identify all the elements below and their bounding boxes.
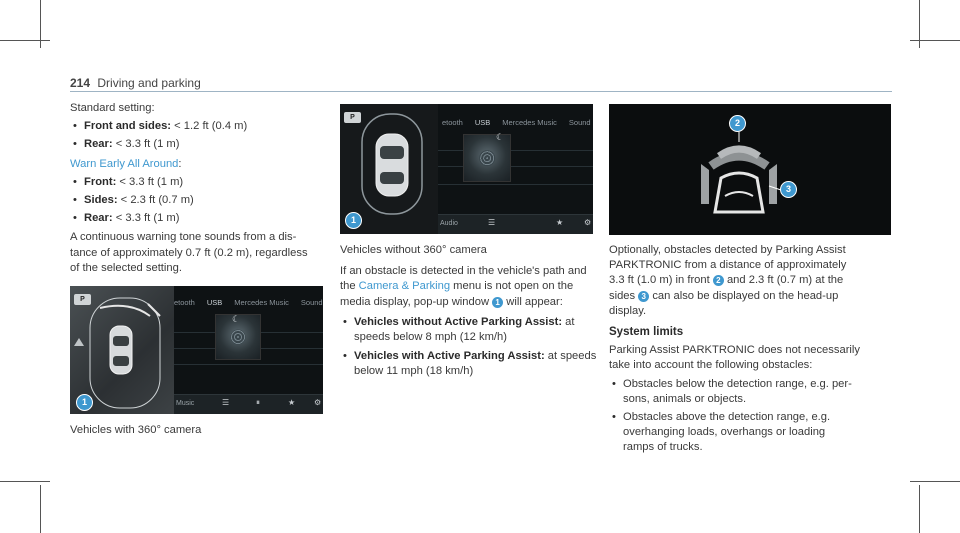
crop-mark — [910, 481, 960, 482]
crop-mark — [910, 40, 960, 41]
crop-mark — [0, 40, 50, 41]
page-header — [70, 76, 201, 90]
tab-usb: USB — [474, 118, 491, 127]
callout-badge: 1 — [345, 212, 362, 229]
crop-mark — [919, 0, 920, 48]
media-tabs — [174, 298, 323, 307]
column-1 — [70, 101, 325, 276]
callout-badge-front: 2 — [729, 115, 746, 132]
playlist-icon[interactable]: ☰ — [488, 218, 496, 227]
list-item: • Vehicles without Active Parking Assist: at speeds below 8 mph (12 km/h) — [340, 315, 615, 345]
tab-mercedes-music: Mercedes Music — [502, 118, 557, 127]
page-number: 214 — [70, 76, 91, 90]
car-front-sensor-icon — [609, 104, 891, 235]
header-rule — [70, 91, 892, 92]
head-up-paragraph: Optionally, obstacles detected by Parking Assist PARKTRONIC from a distance of approximately 3.3 ft (1.0 m) in front 2 and 2.3 ft (0.7 m) at the sides 3 can also be displayed on the head-up display. — [609, 244, 847, 317]
speed-list — [340, 315, 615, 380]
media-tabs — [442, 118, 591, 127]
tab-sound: Sound — [568, 118, 591, 127]
popup-paragraph: If an obstacle is detected in the vehicle's path and the Camera & Parking menu is not open on the media display, pop-up window 1 will appear: — [340, 265, 587, 308]
caption-1: Vehicles with 360° camera — [70, 424, 202, 436]
section-title: Driving and parking — [97, 76, 201, 90]
warn-early-list — [70, 175, 325, 227]
list-item: • Front: < 3.3 ft (1 m) — [70, 175, 325, 190]
screenshot-360-camera — [70, 286, 323, 414]
parking-icon: P — [344, 112, 361, 123]
media-control-bar: Music ☰ ⏸ ★ ⚙ — [174, 394, 323, 414]
inline-badge: 3 — [638, 291, 649, 302]
star-icon[interactable]: ★ — [556, 218, 564, 227]
list-item: • Rear: < 3.3 ft (1 m) — [70, 211, 325, 226]
crop-mark — [919, 485, 920, 533]
column-3 — [609, 243, 894, 456]
system-limits-heading: System limits — [609, 326, 684, 339]
night-mode-icon: ☾ — [232, 314, 241, 324]
star-icon[interactable]: ★ — [288, 398, 296, 407]
system-limits-paragraph: Parking Assist PARKTRONIC does not necessarily take into account the following obstacles: — [609, 344, 860, 372]
tab-bluetooth: etooth — [442, 118, 463, 127]
callout-badge: 1 — [76, 394, 93, 411]
tab-usb: USB — [206, 298, 223, 307]
head-up-display-diagram — [609, 104, 891, 235]
warn-early-heading: Warn Early All Around: — [70, 157, 182, 170]
tab-bluetooth: etooth — [174, 298, 195, 307]
parking-icon: P — [74, 294, 91, 305]
list-item: • Front and sides: < 1.2 ft (0.4 m) — [70, 119, 325, 134]
screenshot-no-360-camera — [340, 104, 593, 234]
tab-mercedes-music: Mercedes Music — [234, 298, 289, 307]
warning-tone-paragraph: A continuous warning tone sounds from a dis- tance of approximately 0.7 ft (0.2 m), regardless of the selected setting. — [70, 231, 308, 274]
crop-mark — [40, 0, 41, 48]
obstacle-list — [609, 377, 894, 456]
tab-sound: Sound — [300, 298, 323, 307]
camera-parking-link[interactable]: Camera & Parking — [358, 280, 451, 293]
list-item: • Obstacles above the detection range, e.g. overhanging loads, overhangs or loading ramps of trucks. — [609, 410, 894, 456]
inline-badge: 1 — [492, 297, 503, 308]
night-mode-icon: ☾ — [496, 132, 505, 142]
list-item: • Vehicles with Active Parking Assist: at speeds below 11 mph (18 km/h) — [340, 349, 615, 379]
crop-mark — [40, 485, 41, 533]
standard-setting-list — [70, 119, 325, 152]
gear-icon[interactable]: ⚙ — [314, 398, 322, 407]
inline-badge: 2 — [713, 275, 724, 286]
media-control-bar: Audio ☰ ★ ⚙ — [438, 214, 593, 234]
crop-mark — [0, 481, 50, 482]
caption-2: Vehicles without 360° camera — [340, 244, 487, 256]
list-item: • Obstacles below the detection range, e.g. per- sons, animals or objects. — [609, 377, 894, 407]
pause-icon[interactable]: ⏸ — [256, 398, 260, 407]
standard-setting-label: Standard setting: — [70, 102, 155, 114]
list-item: • Sides: < 2.3 ft (0.7 m) — [70, 193, 325, 208]
gear-icon[interactable]: ⚙ — [584, 218, 592, 227]
callout-badge-side: 3 — [780, 181, 797, 198]
warn-early-link[interactable]: Warn Early All Around — [70, 157, 179, 170]
playlist-icon[interactable]: ☰ — [222, 398, 230, 407]
column-2 — [340, 243, 615, 380]
list-item: • Rear: < 3.3 ft (1 m) — [70, 137, 325, 152]
